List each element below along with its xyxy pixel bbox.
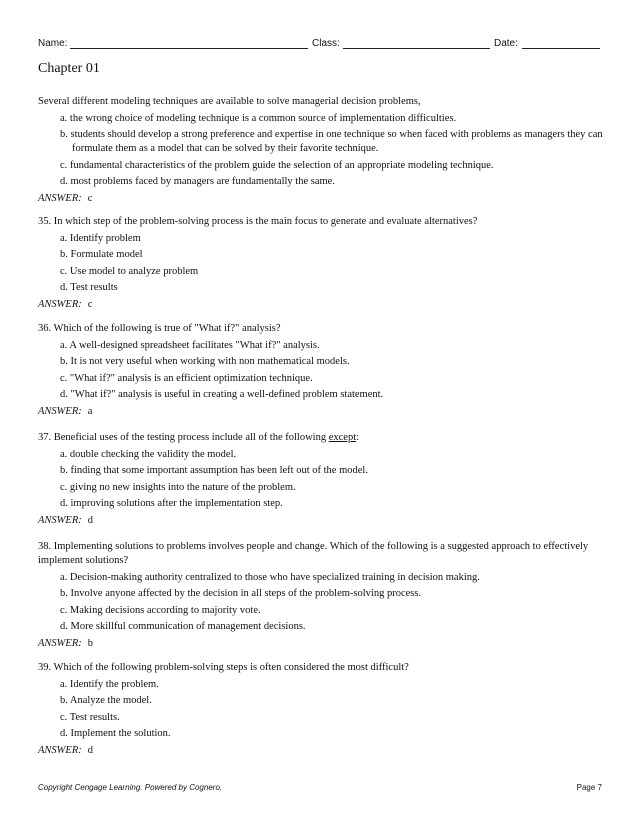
chapter-title: Chapter 01 bbox=[38, 61, 100, 76]
answer-line bbox=[38, 192, 604, 206]
footer-copyright: Copyright Cengage Learning. Powered by Cognero. bbox=[38, 783, 223, 792]
answer-option: c. Use model to analyze problem bbox=[60, 265, 199, 277]
answer-option: b. Analyze the model. bbox=[60, 695, 152, 706]
class-label: Class: bbox=[312, 38, 340, 49]
answer-line bbox=[38, 405, 604, 419]
answer-option: b. It is not very useful when working with non mathematical models. bbox=[60, 356, 350, 367]
answer-option: c. Test results. bbox=[60, 711, 120, 723]
page-number: Page 7 bbox=[576, 783, 602, 792]
answer-option: c. fundamental characteristics of the problem guide the selection of an appropriate modeling technique. bbox=[60, 159, 494, 171]
question-stem: 35. In which step of the problem-solving process is the main focus to generate and evaluate alternatives? bbox=[38, 216, 478, 227]
question-stem: 38. Implementing solutions to problems involves people and change. Which of the following is a suggested approach to effectively implement solutions? bbox=[38, 541, 589, 566]
answer-option: b. Involve anyone affected by the decision in all steps of the problem-solving process. bbox=[60, 588, 422, 599]
answer-option: d. Test results bbox=[60, 282, 118, 293]
answer-line bbox=[38, 298, 604, 312]
date-label: Date: bbox=[494, 38, 518, 49]
answer-value: b bbox=[87, 638, 93, 649]
answer-option: a. Identify problem bbox=[60, 232, 141, 244]
answer-label: ANSWER: bbox=[38, 406, 82, 417]
answer-option: a. Identify the problem. bbox=[60, 678, 159, 690]
answer-line bbox=[38, 514, 604, 528]
question-block bbox=[38, 661, 604, 758]
question-stem bbox=[38, 431, 604, 445]
answer-label: ANSWER: bbox=[38, 515, 82, 526]
question-stem: 36. Which of the following is true of "What if?" analysis? bbox=[38, 323, 281, 334]
question-block bbox=[38, 540, 604, 651]
class-field[interactable] bbox=[343, 48, 490, 49]
answer-label: ANSWER: bbox=[38, 745, 82, 756]
answer-value: d bbox=[87, 515, 93, 526]
answer-line bbox=[38, 744, 604, 758]
answer-option: d. most problems faced by managers are fundamentally the same. bbox=[60, 176, 335, 187]
answer-option: c. Making decisions according to majority vote. bbox=[60, 604, 261, 616]
answer-option: d. Implement the solution. bbox=[60, 728, 171, 739]
answer-option: b. students should develop a strong preference and expertise in one technique so when faced with problems as managers they can formulate them as a model that can be solved by their favorite technique. bbox=[60, 129, 603, 154]
question-stem-suffix: : bbox=[356, 432, 360, 443]
question-block bbox=[38, 431, 604, 528]
answer-label: ANSWER: bbox=[38, 638, 82, 649]
name-label: Name: bbox=[38, 38, 68, 49]
answer-line bbox=[38, 637, 604, 651]
question-stem: Several different modeling techniques are available to solve managerial decision problems, bbox=[38, 96, 421, 107]
question-stem-emphasis: except bbox=[328, 432, 357, 443]
name-field[interactable] bbox=[70, 48, 308, 49]
answer-option: d. "What if?" analysis is useful in creating a well-defined problem statement. bbox=[60, 389, 384, 400]
answer-option: d. improving solutions after the implementation step. bbox=[60, 498, 283, 509]
question-block bbox=[38, 322, 604, 419]
answer-option: a. double checking the validity the model. bbox=[60, 448, 237, 460]
question-block bbox=[38, 95, 604, 206]
question-stem-text: 37. Beneficial uses of the testing process include all of the following bbox=[38, 432, 329, 443]
answer-value: c bbox=[87, 193, 93, 204]
answer-value: a bbox=[87, 406, 93, 417]
answer-label: ANSWER: bbox=[38, 193, 82, 204]
answer-option: d. More skillful communication of management decisions. bbox=[60, 621, 306, 632]
answer-label: ANSWER: bbox=[38, 299, 82, 310]
answer-option: a. A well-designed spreadsheet facilitates "What if?" analysis. bbox=[60, 339, 320, 351]
question-stem: 39. Which of the following problem-solving steps is often considered the most difficult? bbox=[38, 662, 409, 673]
answer-option: a. the wrong choice of modeling technique is a common source of implementation difficulties. bbox=[60, 112, 457, 124]
answer-option: b. finding that some important assumption has been left out of the model. bbox=[60, 465, 368, 476]
question-block bbox=[38, 215, 604, 312]
answer-option: b. Formulate model bbox=[60, 249, 143, 260]
answer-option: c. giving no new insights into the nature of the problem. bbox=[60, 481, 296, 493]
answer-option: c. "What if?" analysis is an efficient optimization technique. bbox=[60, 372, 313, 384]
date-field[interactable] bbox=[522, 48, 600, 49]
answer-value: c bbox=[87, 299, 93, 310]
answer-value: d bbox=[87, 745, 93, 756]
answer-option: a. Decision-making authority centralized to those who have specialized training in decision making. bbox=[60, 571, 480, 583]
